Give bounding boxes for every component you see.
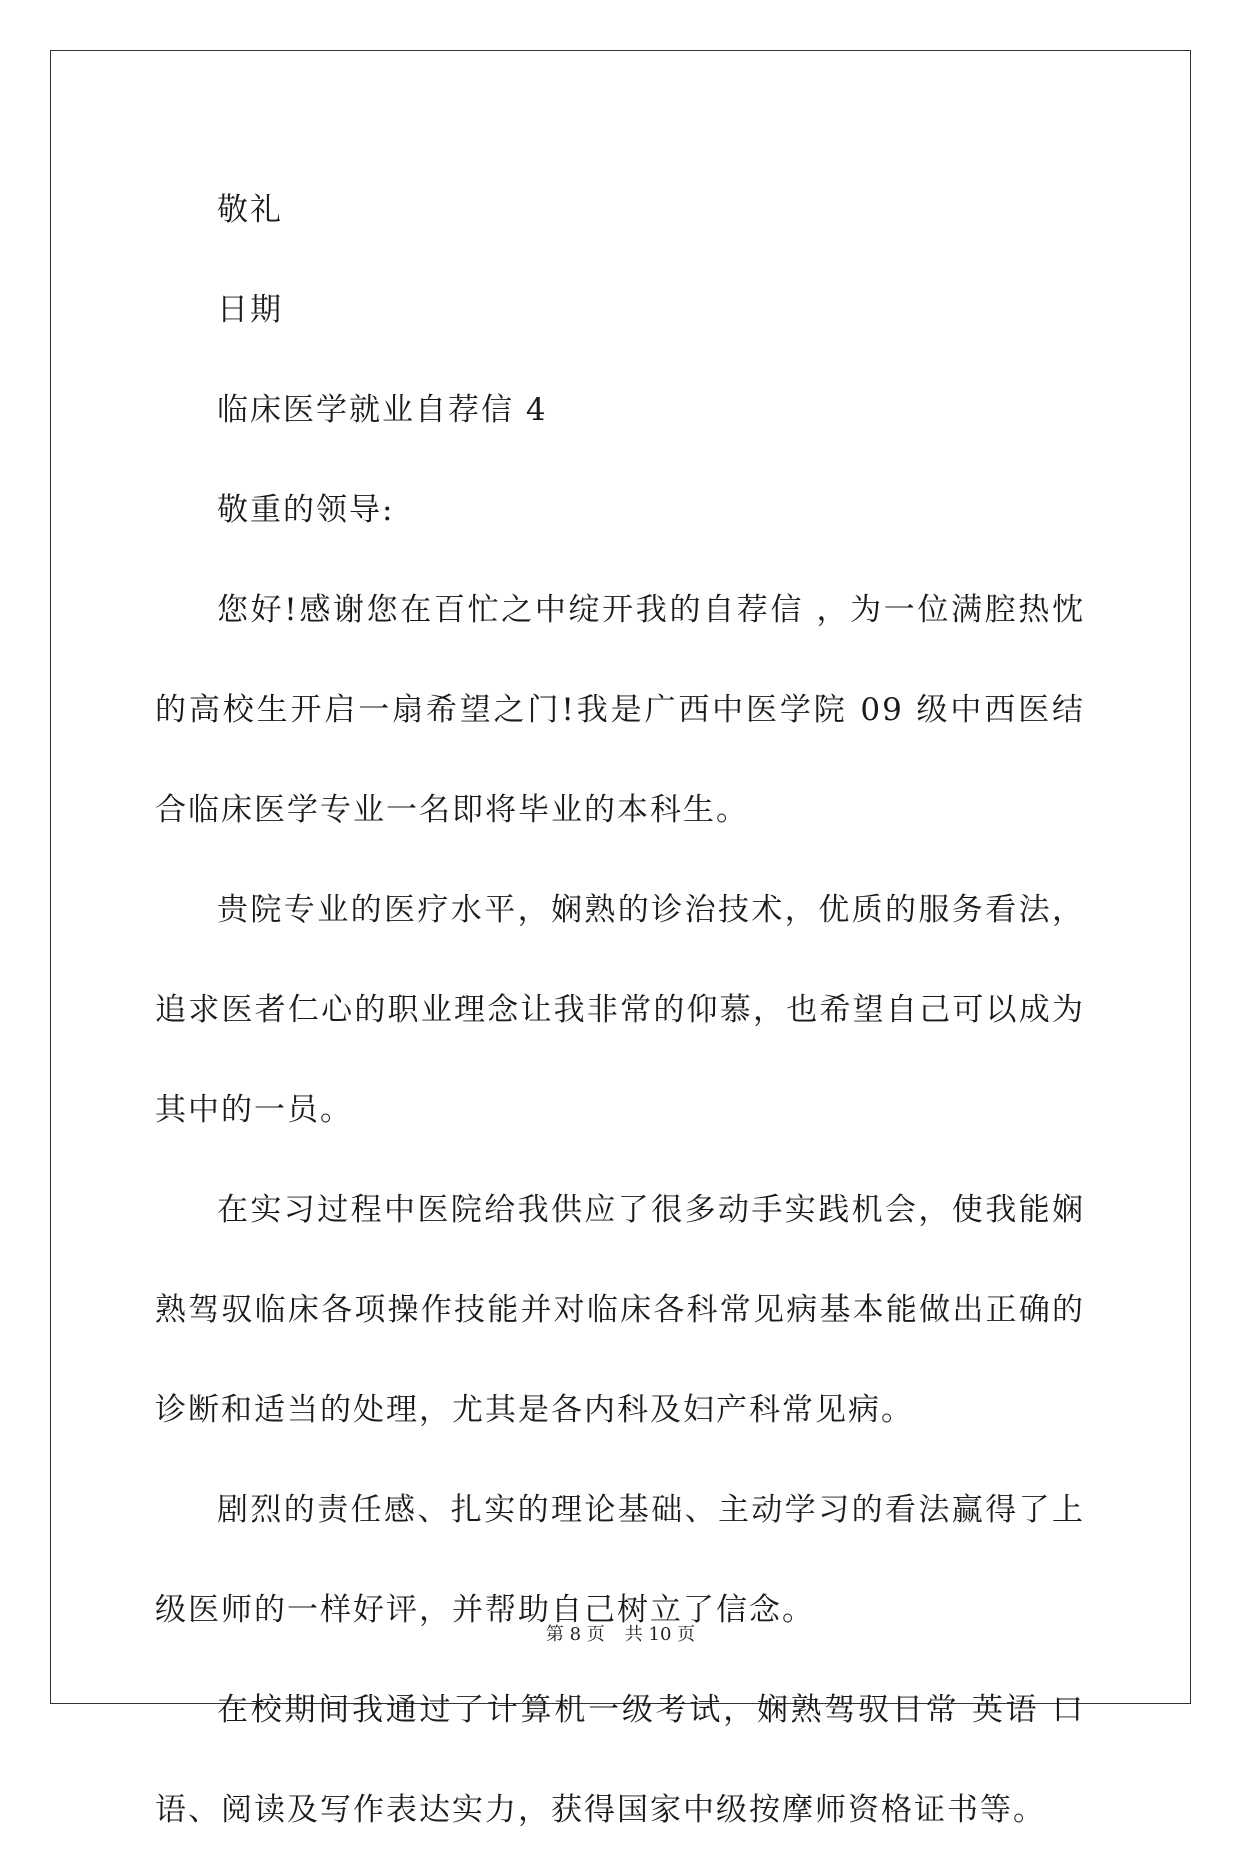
page-total: 共 10 页 <box>624 1624 696 1645</box>
body-paragraph: 剧烈的责任感、扎实的理论基础、主动学习的看法赢得了上级医师的一样好评，并帮助自己树立了信念。 <box>155 1492 1085 1628</box>
body-paragraph: 在校期间我通过了计算机一级考试，娴熟驾驭日常 英语 口语、阅读及写作表达实力，获得国家中级按摩师资格证书等。 <box>155 1692 1085 1828</box>
page-footer <box>0 1620 1241 1646</box>
letter-title: 临床医学就业自荐信 4 <box>217 392 548 428</box>
page-number: 第 8 页 <box>545 1624 605 1645</box>
body-paragraph: 您好!感谢您在百忙之中绽开我的自荐信 ，为一位满腔热忱的高校生开启一扇希望之门!我是广西中医学院 09 级中西医结合临床医学专业一名即将毕业的本科生。 <box>155 592 1085 828</box>
greeting: 敬重的领导: <box>217 492 395 528</box>
document-body <box>155 160 1085 1860</box>
closing-salutation: 敬礼 <box>217 192 283 228</box>
date-line: 日期 <box>217 292 283 328</box>
body-paragraph: 贵院专业的医疗水平，娴熟的诊治技术，优质的服务看法，追求医者仁心的职业理念让我非常的仰慕，也希望自己可以成为其中的一员。 <box>155 892 1085 1128</box>
body-paragraph: 在实习过程中医院给我供应了很多动手实践机会，使我能娴熟驾驭临床各项操作技能并对临床各科常见病基本能做出正确的诊断和适当的处理，尤其是各内科及妇产科常见病。 <box>155 1192 1085 1428</box>
